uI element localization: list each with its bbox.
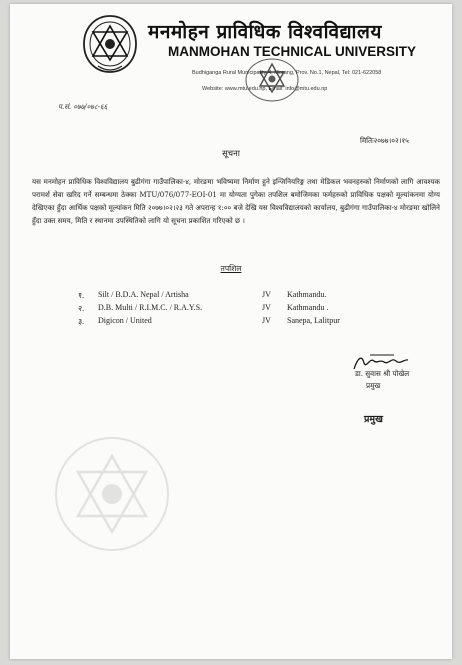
office-stamp-icon (244, 56, 300, 104)
firm-row (10, 290, 452, 302)
university-name-english: MANMOHAN TECHNICAL UNIVERSITY (168, 44, 417, 59)
signatory-role: प्रमुख (366, 381, 381, 390)
role-stamp: प्रमुख (364, 414, 383, 425)
firm-type: JV (262, 303, 271, 312)
firm-name: Silt / B.D.A. Nepal / Artisha (98, 290, 189, 299)
firm-row (10, 316, 452, 328)
firm-location: Kathmandu . (287, 303, 329, 312)
contact-line: Website: www.mtu.edu.np, Email: info@mtu.edu.np (202, 86, 328, 92)
university-name-nepali: मनमोहन प्राविधिक विश्वविद्यालय (148, 21, 382, 43)
university-emblem-icon (80, 12, 140, 76)
firm-location: Sanepa, Lalitpur (287, 316, 340, 325)
firm-name: Digicon / United (98, 316, 152, 325)
address-line: Budhiganga Rural Municipality-4, Morang, Prov. No.1, Nepal, Tel: 021-622058 (192, 70, 382, 76)
firm-type: JV (262, 290, 271, 299)
firm-number: १. (78, 291, 85, 300)
firm-number: ३. (78, 317, 85, 326)
notice-heading: सूचना (222, 148, 240, 158)
firm-type: JV (262, 316, 271, 325)
watermark-emblem-icon (52, 434, 172, 554)
document-page (10, 4, 452, 659)
reference-number: प.सं. ०७७/०७८-६६ (58, 103, 108, 111)
firm-location: Kathmandu. (287, 290, 327, 299)
signatory-name: डा. सुवास श्री पोखेल (355, 369, 410, 378)
notice-body: यस मनमोहन प्राविधिक विश्वविद्यालय बुढीगंगा गाउँपालिका-४, मोरङमा भविष्यमा निर्माण हुने इन्जिनियरिङ्ग तथा मेडिकल भवनहरुको निर्माणको लागि आवश्यक परामर्श सेवा खरिद गर्ने सम्बन्धमा ठेक्का MTU/076/077-EOI-01 मा योग्यता पुगेका तपशिल बमोजिमका फर्महरुको प्राविधिक पक्षको मूल्यांकनमा योग्य देखिएका हुँदा आर्थिक पक्षको मूल्यांकन मिति २०७७।०२।२३ गते अपरान्ह १:०० बजे देखि यस विश्वविद्यालयको कार्यालय, बुढीगंगा गाउँपालिका-४ मोरङमा खोलिने हुँदा उक्त समय, मिति र स्थानमा उपस्थितिको लागि यो सूचना प्रकाशित गरिएको छ । (32, 177, 440, 225)
firm-row (10, 303, 452, 315)
list-subheading: तपशिल (220, 264, 242, 273)
firm-name: D.B. Multi / R.I.M.C. / R.A.Y.S. (98, 303, 203, 312)
notice-date: मितिः२०७७।०२।१५ (360, 136, 409, 145)
firm-number: २. (78, 304, 85, 313)
